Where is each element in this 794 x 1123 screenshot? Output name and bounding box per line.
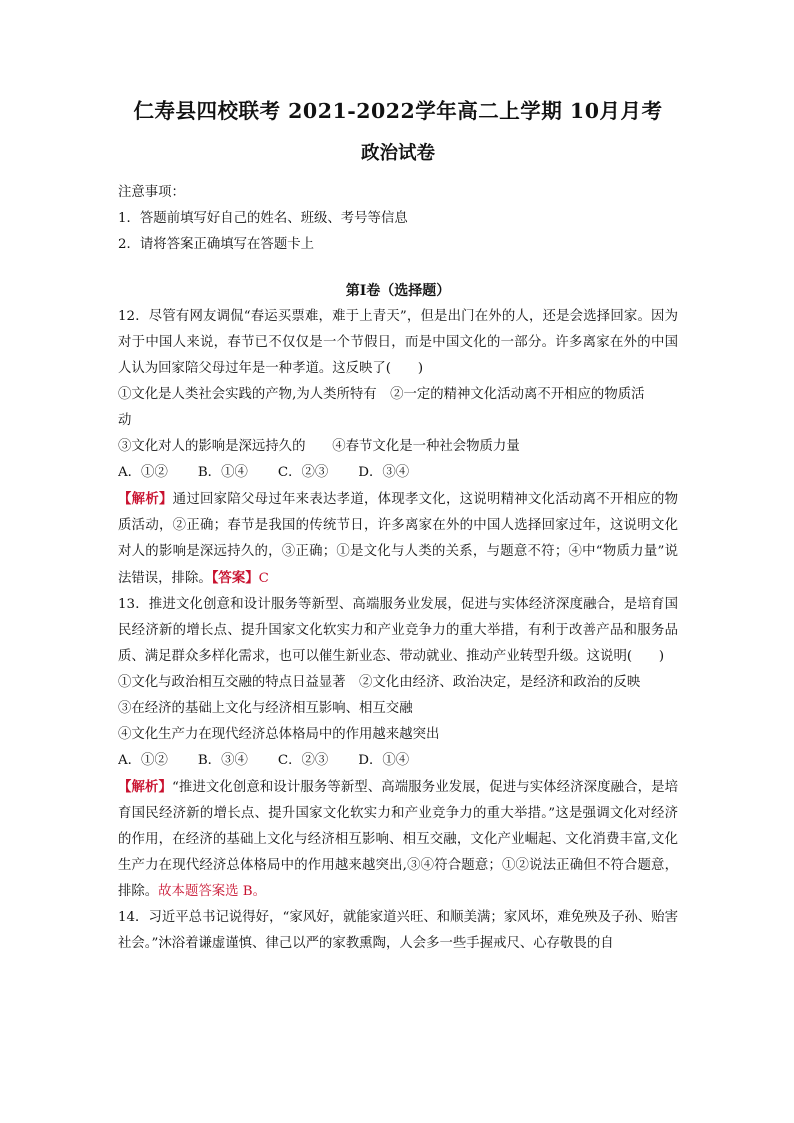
q12-answer: C xyxy=(258,571,269,586)
notice-item-1: 1．答题前填写好自己的姓名、班级、考号等信息 xyxy=(118,211,408,226)
q12-option-line-1: ①文化是人类社会实践的产物,为人类所特有 ②一定的精神文化活动离不开相应的物质活 xyxy=(118,387,645,402)
q13-choice-d: D．①④ xyxy=(358,753,410,768)
question-14 xyxy=(118,905,678,957)
q13-analysis-text: “推进文化创意和设计服务等新型、高端服务业发展，促进与实体经济深度融合，是培育国民经济新的增长点、提升国家文化软实力和产业竞争力的重大举措。”这是强调文化对经济的作用，在经济的基础上文化与经济相互影响、相互交融，文化产业崛起、文化消费丰富,文化生产力在现代经济总体格局中的作用越来越突出,③④符合题意；①②说法正确但不符合题意，排除。 xyxy=(118,780,679,899)
q12-choice-d: D．③④ xyxy=(358,465,410,480)
q12-choice-b: B．①④ xyxy=(197,465,248,480)
q12-answer-label: 【答案】 xyxy=(211,570,259,586)
q13-choice-b: B．③④ xyxy=(197,753,248,768)
q12-choice-a: A．①② xyxy=(118,465,168,480)
q13-analysis xyxy=(118,774,678,905)
q12-analysis-label: 【解析】 xyxy=(118,491,173,507)
q13-answer: 故本题答案选 B。 xyxy=(158,884,267,899)
q12-choice-c: C．②③ xyxy=(277,465,329,480)
q13-option-line-3: ④文化生产力在现代经济总体格局中的作用越来越突出 xyxy=(118,727,440,742)
q13-option-line-2: ③在经济的基础上文化与经济相互影响、相互交融 xyxy=(118,701,413,716)
q13-analysis-label: 【解析】 xyxy=(118,779,172,795)
exam-subtitle: 政治试卷 xyxy=(360,143,435,164)
exam-title: 仁寿县四校联考 2021-2022学年高二上学期 10月月考 xyxy=(133,99,663,123)
q12-analysis xyxy=(118,486,678,592)
q13-choice-c: C．②③ xyxy=(277,753,329,768)
q12-option-line-1b: 动 xyxy=(118,413,132,428)
section-title: 第Ⅰ卷（选择题） xyxy=(345,283,451,299)
q13-choice-a: A．①② xyxy=(118,753,168,768)
notice-item-2: 2．请将答案正确填写在答题卡上 xyxy=(118,237,314,252)
q12-choices xyxy=(118,460,678,486)
q12-stem: 12．尽管有网友调侃“春运买票难，难于上青天”，但是出门在外的人，还是会选择回家。因为对于中国人来说，春节已不仅仅是一个节假日，而是中国文化的一部分。许多离家在外的中国人认为回家陪父母过年是一种孝道。这反映了( ) xyxy=(118,309,678,376)
question-12 xyxy=(118,304,678,592)
exam-page xyxy=(118,96,678,957)
q13-stem: 13．推进文化创意和设计服务等新型、高端服务业发展，促进与实体经济深度融合，是培育国民经济新的增长点、提升国家文化软实力和产业竞争力的重大举措，有利于改善产品和服务品质、满足群众多样化需求，也可以催生新业态、带动就业、推动产业转型升级。这说明( ) xyxy=(118,597,678,664)
notice-heading: 注意事项： xyxy=(118,185,185,200)
q13-option-line-1: ①文化与政治相互交融的特点日益显著 ②文化由经济、政治决定，是经济和政治的反映 xyxy=(118,675,641,690)
q12-option-line-2: ③文化对人的影响是深远持久的 ④春节文化是一种社会物质力量 xyxy=(118,439,520,454)
question-13 xyxy=(118,592,678,905)
q12-analysis-text: 通过回家陪父母过年来表达孝道，体现孝文化，这说明精神文化活动离不开相应的物质活动，②正确；春节是我国的传统节日，许多离家在外的中国人选择回家过年，这说明文化对人的影响是深远持久的，③正确；①是文化与人类的关系，与题意不符；④中“物质力量”说法错误，排除。 xyxy=(118,492,679,586)
q14-stem: 14．习近平总书记说得好，“家风好，就能家道兴旺、和顺美满；家风坏，难免殃及子孙、贻害社会。”沐浴着谦虚谨慎、律己以严的家教熏陶，人会多一些手握戒尺、心存敬畏的自 xyxy=(118,910,678,951)
q13-choices xyxy=(118,748,678,774)
